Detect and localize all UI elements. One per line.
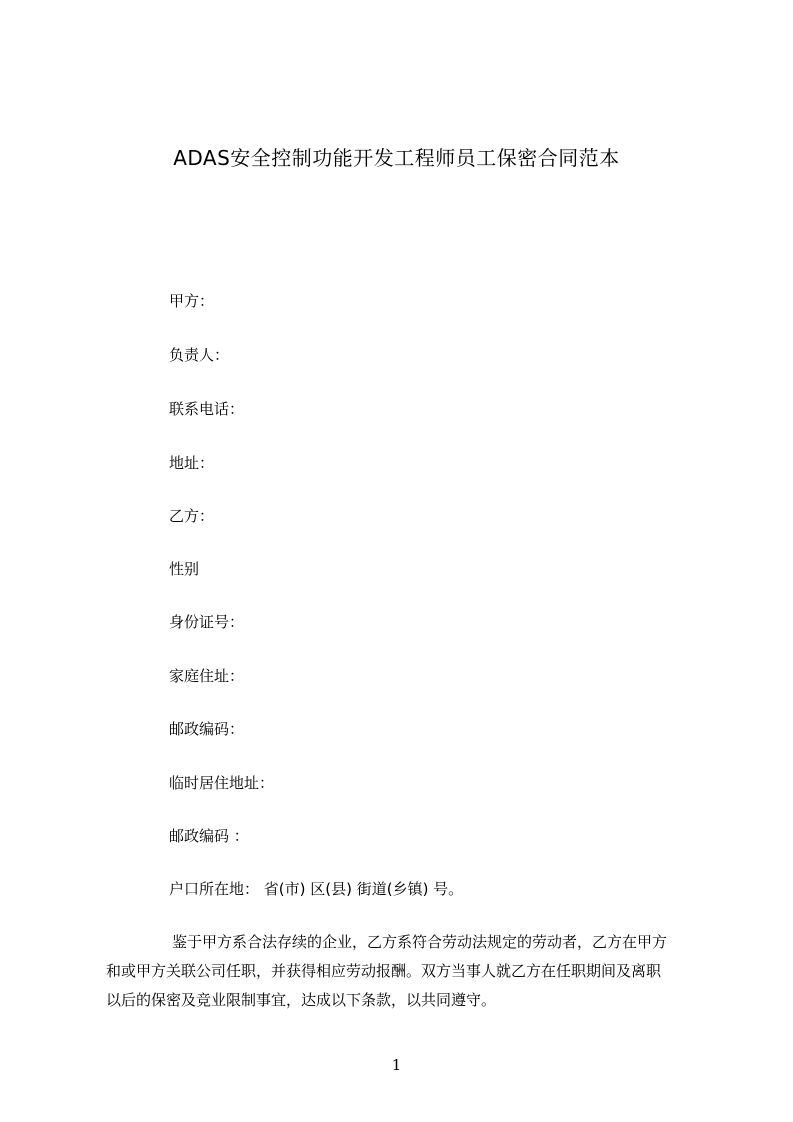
paragraph-line-2: 和或甲方关联公司任职，并获得相应劳动报酬。双方当事人就乙方在任职期间及离职 xyxy=(106,962,662,980)
field-household-registration: 户口所在地： 省(市) 区(县) 街道(乡镇) 号。 xyxy=(169,880,464,898)
field-home-address: 家庭住址： xyxy=(169,667,245,685)
field-temporary-address: 临时居住地址： xyxy=(169,774,275,792)
field-party-b: 乙方： xyxy=(169,507,215,525)
field-gender: 性别 xyxy=(169,560,200,578)
page-number: 1 xyxy=(391,1056,402,1074)
field-party-a: 甲方： xyxy=(169,292,215,310)
preamble-paragraph xyxy=(106,928,700,1015)
field-person-in-charge: 负责人： xyxy=(169,346,230,364)
paragraph-line-3: 以后的保密及竞业限制事宜，达成以下条款，以共同遵守。 xyxy=(106,991,497,1009)
field-address: 地址： xyxy=(169,454,215,472)
document-title: ADAS安全控制功能开发工程师员工保密合同范本 xyxy=(173,146,620,170)
paragraph-line-1: 鉴于甲方系合法存续的企业，乙方系符合劳动法规定的劳动者，乙方在甲方 xyxy=(172,933,668,951)
field-id-number: 身份证号： xyxy=(169,613,245,631)
field-postal-code: 邮政编码： xyxy=(169,720,245,738)
field-postal-code-2: 邮政编码 ： xyxy=(169,827,249,845)
field-contact-phone: 联系电话： xyxy=(169,400,245,418)
